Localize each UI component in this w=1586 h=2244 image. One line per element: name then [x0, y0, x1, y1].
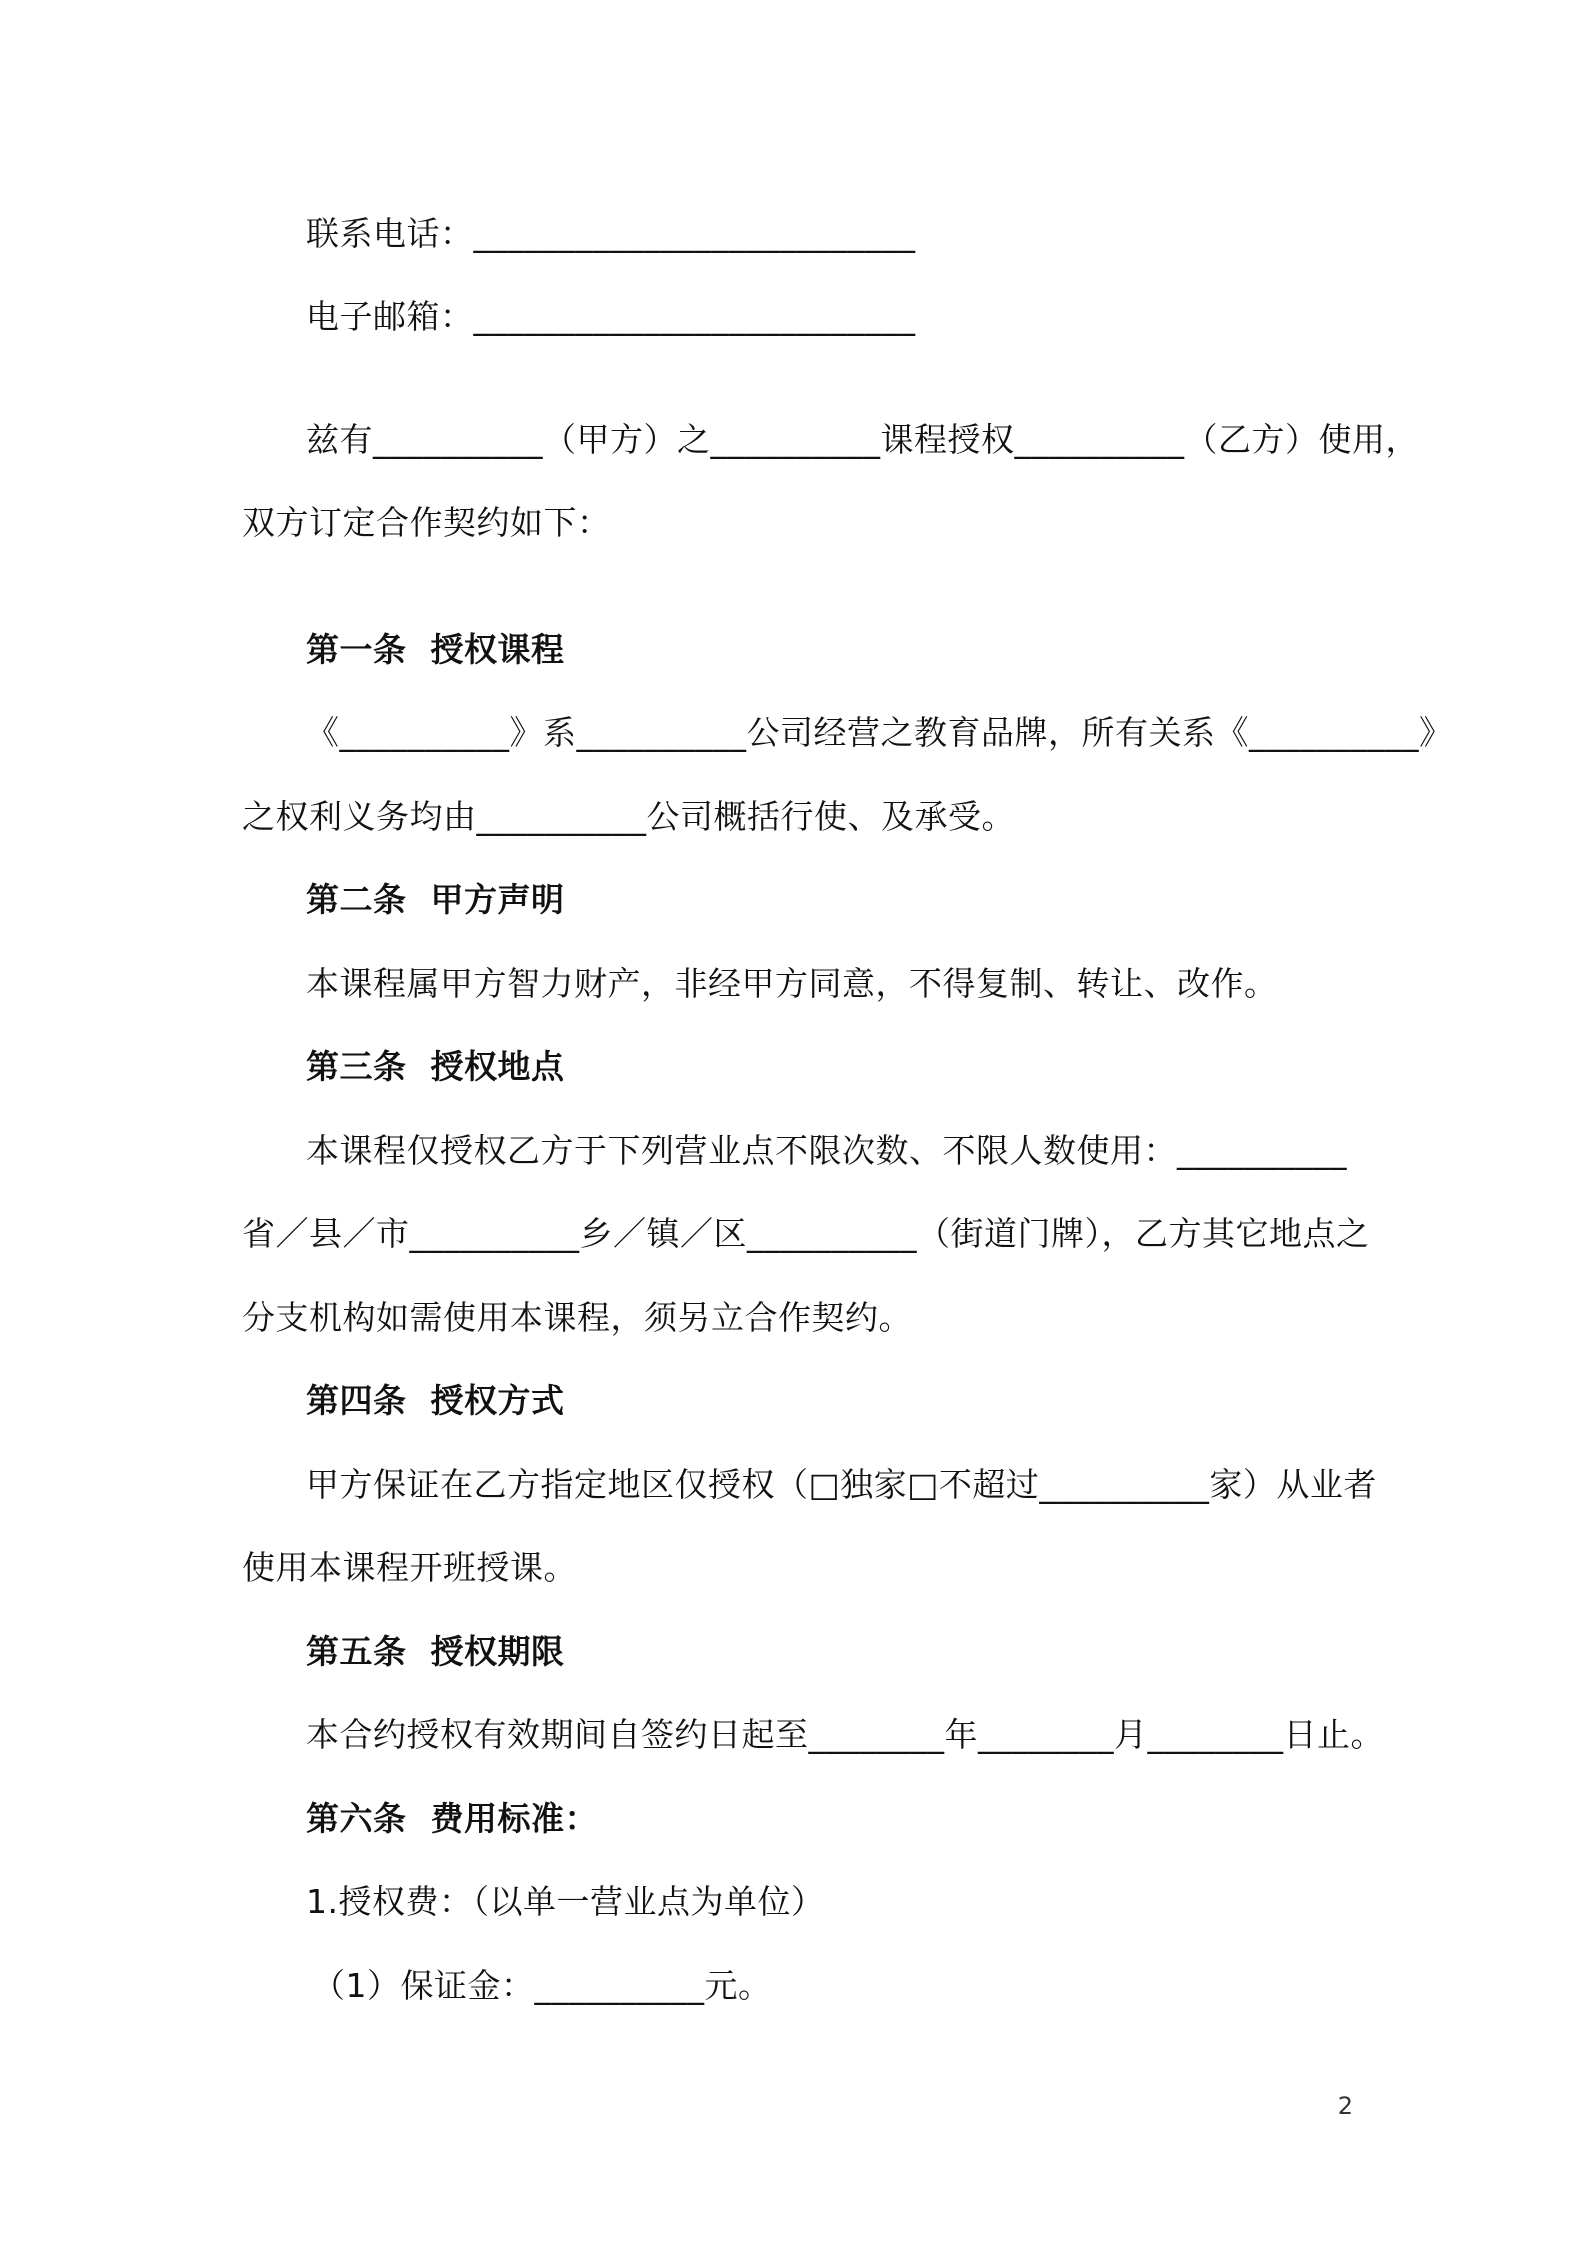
email-field-line: 电子邮箱：__________________________ [306, 297, 916, 336]
article-5-paragraph: 本合约授权有效期间自签约日起至________年________月________日止。 [306, 1715, 1384, 1754]
article-3-paragraph-line-1: 本课程仅授权乙方于下列营业点不限次数、不限人数使用：__________ [306, 1131, 1347, 1170]
article-4-paragraph-line-2: 使用本课程开班授课。 [242, 1548, 577, 1587]
article-3-paragraph-line-3: 分支机构如需使用本课程，须另立合作契约。 [242, 1298, 912, 1337]
article-6-item-1-sub-1: （1）保证金：__________元。 [312, 1966, 772, 2005]
intro-paragraph-line-2: 双方订定合作契约如下： [242, 503, 611, 542]
article-2-heading: 第二条 甲方声明 [306, 880, 565, 919]
article-3-paragraph-line-2: 省／县／市__________乡／镇／区__________（街道门牌），乙方其它地点之 [242, 1214, 1370, 1253]
article-4-paragraph-line-1: 甲方保证在乙方指定地区仅授权（□独家□不超过__________家）从业者 [306, 1465, 1377, 1504]
article-1-heading: 第一条 授权课程 [306, 630, 565, 669]
article-1-paragraph-line-2: 之权利义务均由__________公司概括行使、及承受。 [242, 797, 1015, 836]
article-2-paragraph: 本课程属甲方智力财产，非经甲方同意，不得复制、转让、改作。 [306, 964, 1278, 1003]
article-6-item-1: 1.授权费：（以单一营业点为单位） [306, 1882, 825, 1921]
intro-paragraph-line-1: 兹有__________（甲方）之__________课程授权__________（乙方）使用， [306, 420, 1419, 459]
phone-field-line: 联系电话：__________________________ [306, 214, 916, 253]
article-1-paragraph-line-1: 《__________》系__________公司经营之教育品牌，所有关系《__________》 [306, 713, 1453, 752]
article-5-heading: 第五条 授权期限 [306, 1632, 565, 1671]
article-6-heading: 第六条 费用标准： [306, 1799, 598, 1838]
article-3-heading: 第三条 授权地点 [306, 1047, 565, 1086]
article-4-heading: 第四条 授权方式 [306, 1381, 565, 1420]
page-number: 2 [1337, 2092, 1353, 2120]
